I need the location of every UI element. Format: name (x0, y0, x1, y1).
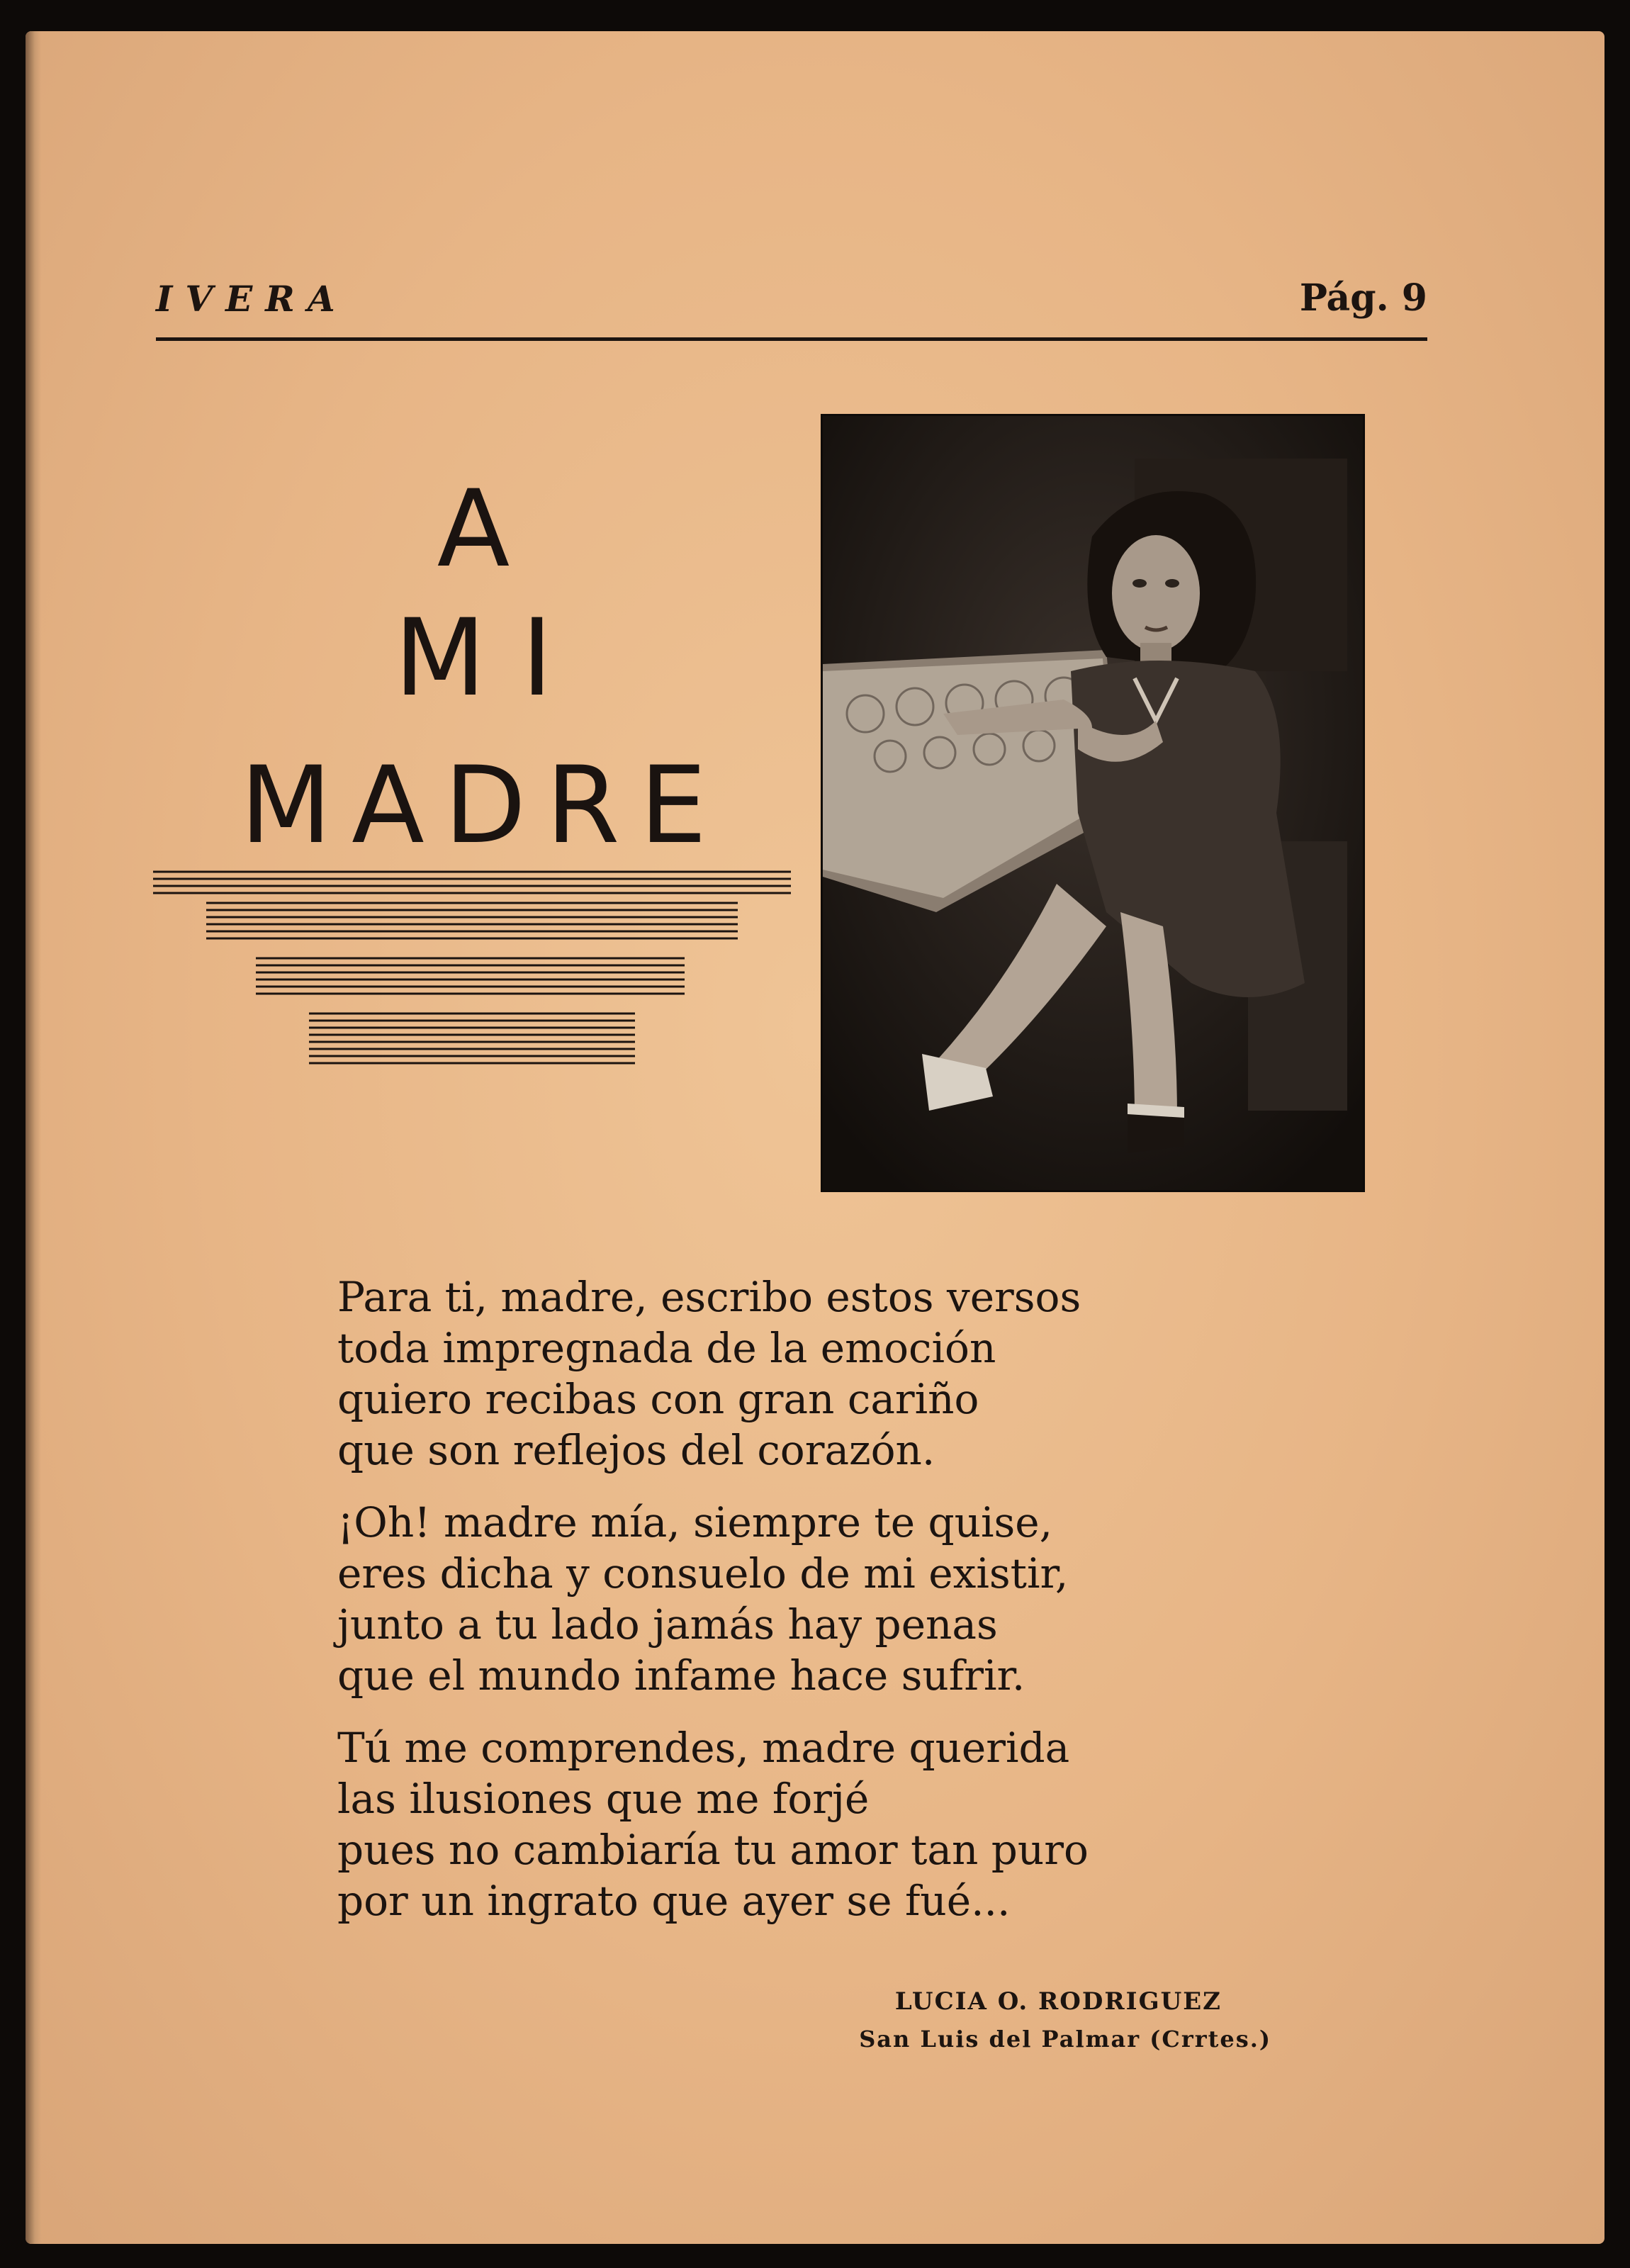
binding-gutter (26, 31, 41, 2244)
header-rule (156, 337, 1427, 341)
poem-verse: las ilusiones que me forjé (337, 1775, 870, 1823)
poem-verse: ¡Oh! madre mía, siempre te quise, (337, 1498, 1053, 1546)
portrait-photo (821, 414, 1365, 1192)
poem-verse: quiero recibas con gran cariño (337, 1375, 979, 1423)
poem-stanza-3 (337, 1722, 1330, 1926)
poem-verse: eres dicha y consuelo de mi existir, (337, 1549, 1069, 1598)
poem-verse: junto a tu lado jamás hay penas (337, 1600, 998, 1649)
poem-author: LUCIA O. RODRIGUEZ (894, 1987, 1222, 2016)
poem-stanza-1 (337, 1271, 1330, 1476)
decorative-lines (153, 862, 791, 1074)
magazine-name: IVERA (156, 278, 348, 320)
poem-verse: Para ti, madre, escribo estos versos (337, 1273, 1081, 1321)
poem-stanza-2 (337, 1497, 1330, 1701)
title-line-2: MI (394, 597, 588, 720)
poem-verse: Tú me comprendes, madre querida (337, 1724, 1070, 1772)
title-line-3: MADRE (240, 744, 727, 868)
poem (337, 1271, 1330, 1948)
poem-verse: que son reflejos del corazón. (337, 1426, 935, 1474)
magazine-page (26, 31, 1604, 2244)
title-line-1: A (437, 468, 510, 591)
poem-verse: por un ingrato que ayer se fué... (337, 1877, 1011, 1925)
poem-verse: pues no cambiaría tu amor tan puro (337, 1826, 1089, 1874)
poem-verse: que el mundo infame hace sufrir. (337, 1651, 1025, 1700)
poem-place: San Luis del Palmar (Crrtes.) (859, 2026, 1271, 2053)
poem-verse: toda impregnada de la emoción (337, 1324, 996, 1372)
page-number: Pág. 9 (1299, 276, 1427, 320)
portrait-photo-icon (823, 416, 1363, 1190)
